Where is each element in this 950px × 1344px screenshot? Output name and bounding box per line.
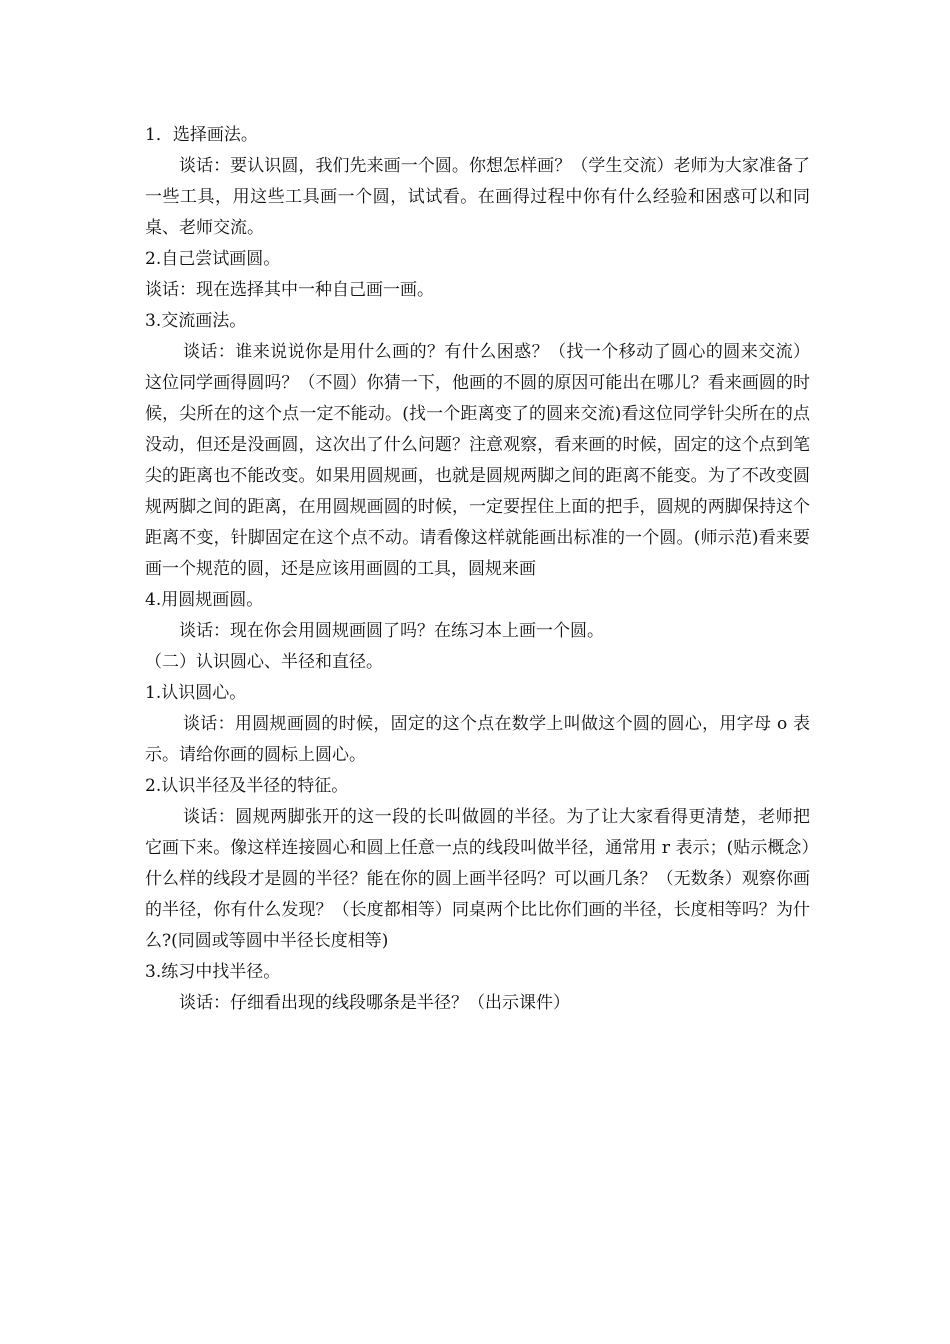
paragraph-find-radius-talk: 谈话：仔细看出现的线段哪条是半径？（出示课件） <box>179 993 570 1013</box>
paragraph-center-talk: 谈话：用圆规画圆的时候，固定的这个点在数学上叫做这个圆的圆心，用字母 o 表示。请给你画的圆标上圆心。 <box>145 714 810 765</box>
heading-find-radius: 3.练习中找半径。 <box>145 962 281 982</box>
paragraph-radius-talk: 谈话：圆规两脚张开的这一段的长叫做圆的半径。为了让大家看得更清楚，老师把它画下来。像这样连接圆心和圆上任意一点的线段叫做半径，通常用 r 表示；(贴示概念）什么样的线段才是圆的半径？能在你的圆上画半径吗？可以画几条？（无数条）观察你画的半径，你有什么发现？（长度都相等）同桌两个比比你们画的半径，长度相等吗？为什么?(同圆或等圆中半径长度相等) <box>145 807 810 951</box>
heading-choose-method: 1．选择画法。 <box>145 125 258 145</box>
paragraph-practice-drawing: 谈话：现在你会用圆规画圆了吗？在练习本上画一个圆。 <box>179 621 604 641</box>
paragraph-choose-one: 谈话：现在选择其中一种自己画一画。 <box>145 280 434 300</box>
heading-try-drawing: 2.自己尝试画圆。 <box>145 249 281 269</box>
heading-exchange-methods: 3.交流画法。 <box>145 311 247 331</box>
section-heading-center-radius-diameter: （二）认识圆心、半径和直径。 <box>145 652 383 672</box>
paragraph-exchange-talk: 谈话：谁来说说你是用什么画的？有什么困惑？（找一个移动了圆心的圆来交流）这位同学画得圆吗？（不圆）你猜一下，他画的不圆的原因可能出在哪儿？看来画圆的时候，尖所在的这个点一定不能动。(找一个距离变了的圆来交流)看这位同学针尖所在的点没动，但还是没画圆，这次出了什么问题？注意观察，看来画的时候，固定的这个点到笔尖的距离也不能改变。如果用圆规画，也就是圆规两脚之间的距离不能变。为了不改变圆规两脚之间的距离，在用圆规画圆的时候，一定要捏住上面的把手，圆规的两脚保持这个距离不变，针脚固定在这个点不动。请看像这样就能画出标准的一个圆。(师示范)看来要画一个规范的圆，还是应该用画圆的工具，圆规来画 <box>145 342 810 579</box>
heading-compass-drawing: 4.用圆规画圆。 <box>145 590 264 610</box>
paragraph-talk-draw-circle: 谈话：要认识圆，我们先来画一个圆。你想怎样画？（学生交流）老师为大家准备了一些工具，用这些工具画一个圆，试试看。在画得过程中你有什么经验和困惑可以和同桌、老师交流。 <box>145 156 810 238</box>
heading-know-radius: 2.认识半径及半径的特征。 <box>145 776 349 796</box>
document-page <box>145 120 810 1019</box>
heading-know-center: 1.认识圆心。 <box>145 683 247 703</box>
